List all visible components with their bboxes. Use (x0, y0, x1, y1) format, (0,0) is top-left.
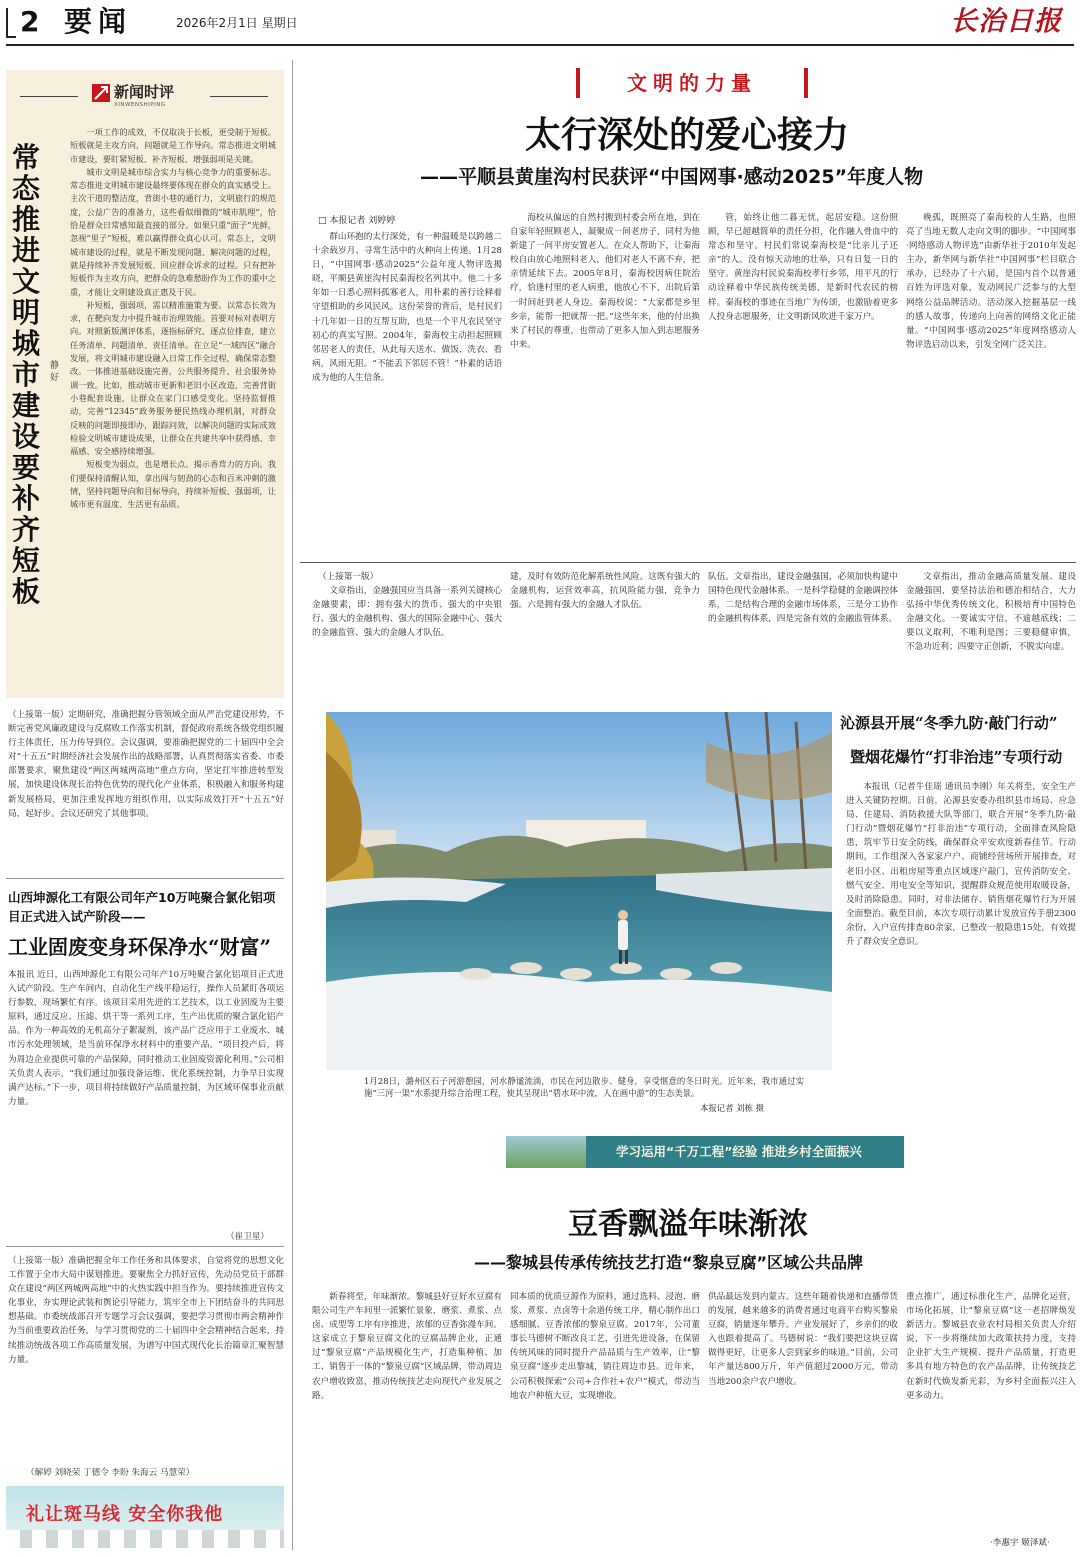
issue-date: 2026年2月1日 星期日 (176, 16, 298, 30)
story3-author: （解婷 刘晓荣 丁德令 李盼 朱海云 马慧荣） (26, 1468, 195, 1478)
commentary-paragraph: 短板变为弱点，也是增长点。揭示香茸力的方向。我们要保持清醒认知，拿出闯与韧劲的心态和百米冲刺的激情，坚持问题导向和目标导向，持续补短板、强弱项，让城市更有温度、生活更有品质。 (70, 459, 276, 510)
news-photo (326, 712, 832, 1070)
column-tag-line-left (20, 96, 78, 97)
divider (6, 1246, 284, 1247)
rural-col-4: 重点推广，通过标准化生产，品牌化运营，市场化拓展，让“黎泉豆腐”这一老招牌焕发新活力。黎城县农业农村局相关负责人介绍说，下一步将继续加大政策扶持力度，支持企业扩大生产规模、提升产品质量，打造更多具有地方特色的农产品品牌，让传统技艺在新时代焕发新光彩，为乡村全面振兴注入更多动力。 (906, 1292, 1076, 1401)
rural-author: ·李惠宇 姬泽斌· (990, 1538, 1050, 1548)
rural-col-1: 新春将至，年味渐浓。黎城县好豆好水豆腐有限公司生产车间里一派繁忙景象，磨浆、煮浆、点卤、成型等工序有序推进，浓郁的豆香弥漫车间。这家成立于黎泉豆腐文化的豆腐品牌企业，正通过“黎泉豆腐”产品规模化生产，打造集种植、加工、销售于一体的“黎泉豆腐”区域品牌，带动周边农户增收致富，推动传统技艺走向现代产业发展之路。 (312, 1292, 502, 1401)
continuation-col-2: 建，及时有效防范化解系统性风险。这既有强大的金融机构，运营效率高，抗风险能力强，竞争力强。六是拥有强大的金融人才队伍。 (510, 572, 700, 611)
column-tag: 新闻时评 (114, 83, 175, 101)
rural-col-2: 同本质的优质豆源作为原料，通过选料、浸泡、磨浆、煮浆、点卤等十余道传统工序，精心制作出口感细腻、豆香浓郁的黎泉豆腐。2017年，公司董事长马德树不断改良工艺，引进先进设备，在保留传统风味的同时提升产品品质与生产效率，让“黎泉豆腐”逐步走出黎城，销往周边市县。近年来，公司积极探索“公司+合作社+农户”模式，带动当地农户种植大豆，实现增收。 (510, 1292, 700, 1401)
divider (6, 878, 284, 879)
qinyuan-headline-line1: 沁源县开展“冬季九防·敲门行动” (840, 714, 1058, 732)
column-divider (292, 60, 293, 1550)
page-number: 2 (20, 5, 40, 38)
feature-col-4: 晚孤，既照亮了秦海校的人生路，也照亮了当地无数人走向文明的脚步。“中国网事·网络感动人物评选”由新华社于2010年发起主办，新华网与新华社“中国网事”栏目联合承办，已经办了十六届，是国内首个以普通百姓为评选对象，发动网民广泛参与的大型网络公益品牌活动。活动深入挖掘基层一线的感人故事，传递向上向善的网络文化正能量。“中国网事·感动2025”年度网络感动人物评选启动以来，引发全网广泛关注。 (906, 213, 1076, 350)
photo-credit: 本报记者 刘栋 摄 (700, 1103, 764, 1113)
feature-subheadline: ——平顺县黄崖沟村民获评“中国网事·感动2025”年度人物 (420, 166, 924, 188)
masthead-rule (6, 44, 1074, 46)
commentary-paragraph: 补短板，强弱项，需以精准施策为要。以常态长效为求，在靶向发力中提升城市治理效能。首要对标对表明方向。对照新版测评体系，逐指标研究、逐点位排查，建立任务清单、问题清单、责任清单。在立足“一域四区”融合发展，将文明城市建设融入日常工作全过程，确保常态整改。一体推进基础设施完善，公共服务提升、社会服务协调一致。比如，推动城市更新和老旧小区改造，完善背街小巷配套设施，让群众在家门口感受变化。坚持监督推动，完善“12345”政务服务便民热线办理机制，对群众反映的问题即接即办，跟踪问效，以解决问题的实际成效检验文明城市建设成果，让群众在共建共享中获得感、幸福感、安全感持续增强。 (70, 299, 276, 457)
continuation-col-4: 文章指出，推动金融高质量发展、建设金融强国，要坚持法治和德治相结合，大力弘扬中华优秀传统文化，积极培育中国特色金融文化。一要诚实守信，不逾越底线；二要以义取利，不唯利是图；三要稳健审慎，不急功近利；四要守正创新，不脱实向虚。 (906, 572, 1076, 653)
feature-col-3: 管，始终让他二暮无忧，起居安稳。这份照顾，早已超越简单的责任分担，化作融入骨血中的常态和坚守。村民们常说秦海校是“比亲儿子还亲”的人。没有惊天动地的壮举，只有日复一日的坚守。黄崖沟村民说秦海校孝行乡邻，用平凡的行动诠释着中华民族传统美德，是新时代农民的榜样。秦海校的事迹在当地广为传颂，也激励着更多人投身志愿服务，让文明新风吹进千家万户。 (708, 213, 898, 322)
commentary-headline: 常态推进文明城市建设要补齐短板 (12, 141, 41, 608)
left-story-continued: （上接第一版）定期研究，准确把握分管领域全面从严治党建设形势，不断完善党风廉政建设与反腐败工作落实机制，督促政府系统各级党组织履行主体责任，压力传导到位。会议强调，要准确把握党的二十届四中全会对“十五五”时期经济社会发展作出的战略部署，认真贯彻落实省委、市委部署要求，聚焦建设“两区两城两高地”重点方向，坚定扛牢推进转型发展，加快建设体现长治特色优势的现代化产业体系，积极融入和服务构建新发展格局，更加注重发挥地方组织作用，以实际成效打开“十五五”好局，起好步。会议还研究了其他事项。 (8, 710, 284, 819)
page-bracket (6, 8, 16, 38)
commentary-paragraph: 城市文明是城市综合实力与核心竞争力的重要标志。常态推进文明城市建设最终要体现在群众的真实感受上。主次干道的整洁度，背街小巷的通行力，文明旅行的规范度，公益广告的准备力，这些看似细微的“城市肌理”，恰恰是群众日常感知最直接的部分。如果只重“面子”光鲜，忽视“里子”短板，难以赢得群众真心认可。常态上，文明城市建设的过程，就是不断发现问题、解决问题的过程，就是持续补齐发展短板、回应群众诉求的过程。只有把补短板作为主攻方向，把群众的急难愁盼作为工作的重中之重，才能让文明建设真正惠及于民。 (70, 166, 276, 297)
rural-banner-text: 学习运用“千万工程”经验 推进乡村全面振兴 (616, 1144, 862, 1159)
qinyuan-headline-line2: 暨烟花爆竹“打非治违”专项行动 (850, 748, 1063, 766)
zebra-crossing (6, 1530, 284, 1548)
river-park-photo (326, 712, 832, 1070)
qinyuan-body: 本报讯（记者牛佳瑶 通讯员李刚）年关将至，安全生产进入关键防控期。日前，沁源县安委办组织县市场局、应急局、住建局、消防救援大队等部门，联合开展“冬季九防·敲门行动”暨烟花爆竹“打非治违”专项行动，全面排查风险隐患，筑牢节日安全防线，确保群众平安欢度新春佳节。行动期间，工作组深入各家家户户、商铺经营场所开展排查，对老旧小区、出租房屋等重点区域逐户敲门，宣传消防安全、燃气安全、用电安全等知识，提醒群众规范使用取暖设备，及时消除隐患。同时，对非法储存、销售烟花爆竹行为开展全面整治。截至目前，本次专项行动累计发放宣传手册2300余份，入户宣传排查80余家，已整改一般隐患15处，有效提升了群众安全意识。 (846, 782, 1076, 948)
column-tag-pinyin: XINWENSHIPING (114, 102, 166, 108)
section-name: 要闻 (64, 5, 133, 38)
photo-caption: 1月28日，潞州区石子河游憩园，河水静谧流淌，市民在河边散步、健身，享受惬意的冬日时光。近年来，我市通过实施“三河一渠”水系提升综合治理工程，使其呈现出“碧水环中流，人在画中游”的生态美景。 (364, 1076, 804, 1098)
banner-landscape (506, 1136, 586, 1168)
rural-col-3: 供品最远发到内蒙古。这些年随着快递和直播带货的发展，越来越多的消费者通过电商平台购买黎泉豆腐，销量逐年攀升。产业发展好了，乡亲们的收入也跟着提高了。马德树说：“我们要把这块豆腐做得更好，让更多人尝到家乡的味道。”目前，公司年产量达800万斤，年产值超过2000万元，带动当地200余户农户增收。 (708, 1292, 898, 1387)
divider (300, 562, 1076, 563)
feature-col-1: 群山环抱的太行深处，有一种温暖是以跨越二十余载岁月、寻常生活中的火种向上传递。1月28日，“中国网事·感动2025”公益年度人物评选揭晓，平顺县黄崖沟村民秦海校名列其中。他二十多年如一日悉心照料孤寡老人，用朴素的善行诠释着守望相助的乡风民风。这份荣誉的背后，是村民们十几年如一日的互帮互助，也是一个平凡农民坚守初心的真实写照。2004年，秦海校主动担起照顾邻居老人的责任，从此每天送水、做饭、洗衣、看病，风雨无阻。“不能丢下邻居不管！”朴素的话语成为他的人生信条。 (312, 232, 502, 383)
rural-headline: 豆香飘溢年味渐浓 (568, 1207, 808, 1242)
commentary-body (70, 126, 276, 692)
left-story3: （上接第一版）准确把握全年工作任务和具体要求，自觉将党的思想文化工作置于全市大局中谋划推进。要聚焦全力抓好宣传，先动员党员干部群众在建设“两区两城两高地”中的火热实践中担当作为。要持续推进宣传文化事业，夯实理论武装和舆论引导能力，筑牢全市上下团结奋斗的共同思想基础。市委统战部召开专题学习会议强调，要把学习贯彻市两会精神作为当前重要政治任务，与学习贯彻党的二十届四中全会精神结合起来，持续推动统战各项工作高质量发展，为谱写中国式现代化长治篇章汇聚智慧力量。 (8, 1256, 284, 1365)
story2-author: （崔卫星） (226, 1232, 269, 1242)
kicker-box (576, 64, 808, 102)
commentary-paragraph: 一项工作的成效，不仅取决于长板，更受制于短板。短板就是主攻方向，问题就是工作导向。常态推进文明城市建设，要盯紧短板、补齐短板、增强弱项是关键。 (70, 127, 276, 164)
masthead (0, 0, 1080, 46)
commentary-author: 静好 (50, 361, 60, 383)
column-tag-line-right (210, 96, 268, 97)
story2-kicker: 山西坤源化工有限公司年产10万吨聚合氯化铝项目正式进入试产阶段—— (8, 890, 276, 924)
continuation-col-1: 文章指出，金融强国应当具备一系列关键核心金融要素，即：拥有强大的货币、强大的中央银行、强大的金融机构、强大的国际金融中心、强大的金融监管、强大的金融人才队伍。 (312, 586, 502, 639)
continuation-col-3: 队伍。文章指出，建设金融强国，必须加快构建中国特色现代金融体系。一是科学稳健的金融调控体系，二是结构合理的金融市场体系，三是分工协作的金融机构体系，四是完备有效的金融监管体系。 (708, 572, 898, 625)
feature-col-2: 海校从偏远的自然村搬到村委会所在地，到在自家年轻照顾老人，凝聚成一间老房子，同村为他新建了一间平房安置老人。在众人帮助下，让秦海校自由放心地照料老人，他们对老人不离不弃，把亲情延续下去。2005年8月，秦海校因病住院治疗，恰逢村里的老人病重，他放心不下，出院后第一时间赶到老人身边。秦海校说：“大家都是乡里乡亲，能帮一把就帮一把。”这些年来，他的付出换来了村民的尊重，也带动了更多人加入到志愿服务中来。 (510, 213, 700, 350)
safety-slogan: 礼让斑马线 安全你我他 (26, 1504, 224, 1525)
rural-banner (506, 1136, 904, 1168)
story2-body: 本报讯 近日，山西坤源化工有限公司年产10万吨聚合氯化铝项目正式进入试产阶段。生产车间内，自动化生产线平稳运行，操作人员紧盯各项运行参数，现场繁忙有序。该项目采用先进的工艺技术，以工业固废为主要原料，通过反应、压滤、烘干等一系列工序，生产出优质的聚合氯化铝产品。作为一种高效的无机高分子絮凝剂，该产品广泛应用于工业废水、城市污水处理领域，是当前环保净水材料中的重要产品。“项目投产后，将为周边企业提供可靠的产品保障，同时推动工业固废资源化利用。”公司相关负责人表示，“我们通过加强设备运维、优化系统控制，力争早日实现满产达标。”下一步，项目将持续做好产品质量控制，为区域环保事业贡献力量。 (8, 970, 284, 1107)
column-tag-icon (92, 84, 110, 102)
commentary-box (6, 70, 284, 698)
story2-headline: 工业固废变身环保净水“财富” (8, 935, 272, 959)
continuation-tag: （上接第一版） (318, 572, 379, 582)
feature-byline: □ 本报记者 刘婷婷 (318, 216, 396, 226)
rural-subheadline: ——黎城县传承传统技艺打造“黎泉豆腐”区域公共品牌 (474, 1253, 864, 1272)
feature-kicker: 文明的力量 (627, 71, 757, 95)
paper-name-logo: 长治日报 (950, 6, 1062, 37)
feature-headline: 太行深处的爱心接力 (524, 114, 849, 156)
safety-banner (6, 1486, 284, 1548)
